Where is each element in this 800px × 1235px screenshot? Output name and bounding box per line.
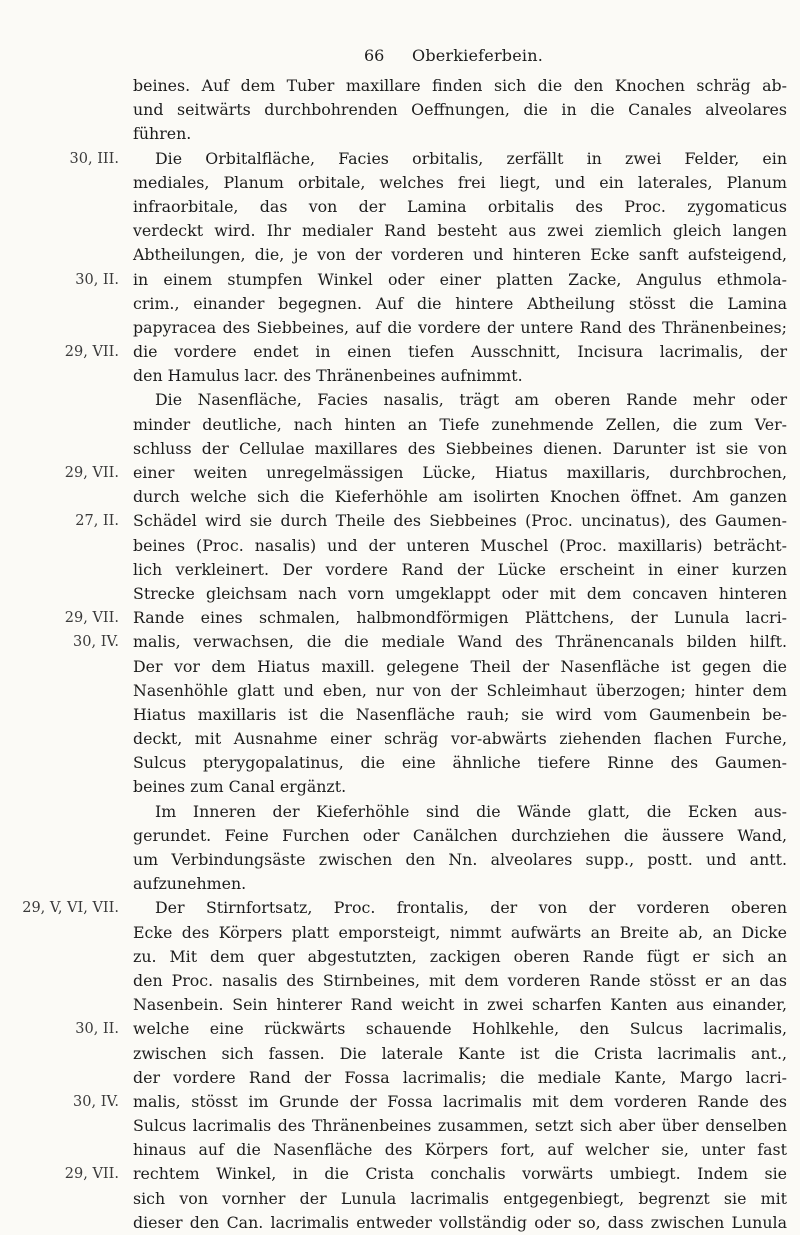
line-text: Rande eines schmalen, halbmondförmigen Plättchens, der Lunula lacri-: [133, 608, 787, 628]
line-text: um Verbindungsäste zwischen den Nn. alveolares supp., postt. und antt.: [133, 850, 787, 869]
text-line: [0, 872, 800, 896]
line-text: minder deutliche, nach hinten an Tiefe zunehmende Zellen, die zum Ver-: [133, 414, 787, 434]
line-text: crim., einander begegnen. Auf die hintere Abtheilung stösst die Lamina: [133, 293, 787, 313]
margin-reference: 27, II.: [75, 513, 119, 530]
text-line: [0, 437, 800, 461]
body-text: [0, 74, 800, 1235]
margin-reference: 30, IV.: [73, 634, 119, 651]
text-line: [0, 993, 800, 1017]
text-line: [0, 243, 800, 267]
page-number: 66: [364, 46, 385, 65]
line-text: deckt, mit Ausnahme einer schräg vor-abwärts ziehenden flachen Furche,: [133, 729, 787, 749]
line-text: Schädel wird sie durch Theile des Siebbeines (Proc. uncinatus), des Gaumen-: [133, 511, 787, 531]
margin-reference: 29, VII.: [64, 344, 119, 361]
line-text: Sulcus pterygopalatinus, die eine ähnliche tiefere Rinne des Gaumen-: [133, 753, 787, 773]
text-line: [0, 1187, 800, 1211]
line-text: Die Nasenfläche, Facies nasalis, trägt am oberen Rande mehr oder: [155, 390, 787, 410]
text-line: [0, 703, 800, 727]
text-line: [0, 122, 800, 146]
line-text: sich von vornher der Lunula lacrimalis entgegenbiegt, begrenzt sie mit: [133, 1188, 787, 1208]
text-line: [0, 98, 800, 122]
line-text: Der vor dem Hiatus maxill. gelegene Theil der Nasenfläche ist gegen die: [133, 656, 787, 676]
text-line: [0, 1017, 800, 1041]
line-text: Sulcus lacrimalis des Thränenbeines zusammen, setzt sich aber über denselben: [133, 1116, 787, 1136]
text-line: [0, 388, 800, 412]
line-text: zu. Mit dem quer abgestutzten, zackigen oberen Rande fügt er sich an: [133, 946, 787, 966]
line-text: malis, stösst im Grunde der Fossa lacrimalis mit dem vorderen Rande des: [133, 1091, 787, 1111]
margin-reference: 29, VII.: [64, 465, 119, 481]
text-line: [0, 727, 800, 751]
line-text: den Proc. nasalis des Stirnbeines, mit dem vorderen Rande stösst er an das: [133, 970, 787, 990]
line-text: malis, verwachsen, die die mediale Wand des Thränencanals bilden hilft.: [133, 632, 787, 652]
line-text: aufzunehmen.: [133, 874, 247, 894]
margin-reference: 29, V, VI, VII.: [22, 900, 119, 917]
text-line: [0, 945, 800, 969]
line-text: der vordere Rand der Fossa lacrimalis; die mediale Kante, Margo lacri-: [133, 1067, 787, 1087]
text-line: [0, 1162, 800, 1186]
line-text: Der Stirnfortsatz, Proc. frontalis, der von der vorderen oberen: [155, 898, 787, 918]
text-line: [0, 582, 800, 606]
text-line: [0, 1042, 800, 1066]
text-line: [0, 800, 800, 824]
line-text: die vordere endet in einen tiefen Ausschnitt, Incisura lacrimalis, der: [133, 342, 787, 362]
text-line: [0, 509, 800, 533]
page-header: [0, 46, 800, 70]
line-text: mediales, Planum orbitale, welches frei liegt, und ein laterales, Planum: [133, 172, 787, 192]
margin-reference: 30, II.: [75, 271, 119, 288]
line-text: welche eine rückwärts schauende Hohlkehle, den Sulcus lacrimalis,: [133, 1019, 787, 1039]
line-text: in einem stumpfen Winkel oder einer platten Zacke, Angulus ethmola-: [133, 269, 787, 289]
text-line: [0, 921, 800, 945]
line-text: Nasenhöhle glatt und eben, nur von der Schleimhaut überzogen; hinter dem: [133, 680, 787, 700]
text-line: [0, 268, 800, 292]
text-line: [0, 1114, 800, 1138]
line-text: lich verkleinert. Der vordere Rand der Lücke erscheint in einer kurzen: [133, 559, 787, 579]
line-text: beines. Auf dem Tuber maxillare finden sich die den Knochen schräg ab-: [133, 76, 787, 95]
line-text: hinaus auf die Nasenfläche des Körpers fort, auf welcher sie, unter fast: [133, 1140, 787, 1160]
line-text: Hiatus maxillaris ist die Nasenfläche rauh; sie wird vom Gaumenbein be-: [133, 704, 787, 724]
text-line: [0, 969, 800, 993]
line-text: Die Orbitalfläche, Facies orbitalis, zerfällt in zwei Felder, ein: [155, 148, 787, 168]
line-text: Im Inneren der Kieferhöhle sind die Wände glatt, die Ecken aus-: [155, 801, 787, 821]
margin-reference: 30, IV.: [73, 1093, 119, 1110]
line-text: und seitwärts durchbohrenden Oeffnungen, die in die Canales alveolares: [133, 100, 787, 120]
text-line: [0, 461, 800, 485]
text-line: [0, 1138, 800, 1162]
line-text: zwischen sich fassen. Die laterale Kante ist die Crista lacrimalis ant.,: [133, 1043, 787, 1063]
text-line: [0, 606, 800, 630]
line-text: Ecke des Körpers platt emporsteigt, nimmt aufwärts an Breite ab, an Dicke: [133, 922, 787, 942]
text-line: [0, 195, 800, 219]
line-text: den Hamulus lacr. des Thränenbeines aufnimmt.: [133, 366, 523, 386]
text-line: [0, 316, 800, 340]
text-line: [0, 485, 800, 509]
text-line: [0, 364, 800, 388]
line-text: infraorbitale, das von der Lamina orbitalis des Proc. zygomaticus: [133, 196, 787, 216]
text-line: [0, 630, 800, 654]
line-text: dieser den Can. lacrimalis entweder vollständig oder so, dass zwischen Lunula: [133, 1212, 787, 1232]
running-title: Oberkieferbein.: [412, 46, 544, 65]
line-text: durch welche sich die Kieferhöhle am isolirten Knochen öffnet. Am ganzen: [133, 487, 787, 507]
line-text: verdeckt wird. Ihr medialer Rand besteht aus zwei ziemlich gleich langen: [133, 221, 787, 241]
text-line: [0, 534, 800, 558]
text-line: [0, 1090, 800, 1114]
line-text: Abtheilungen, die, je von der vorderen und hinteren Ecke sanft aufsteigend,: [133, 245, 787, 265]
text-line: [0, 679, 800, 703]
line-text: führen.: [133, 124, 192, 144]
line-text: beines zum Canal ergänzt.: [133, 777, 347, 797]
line-text: beines (Proc. nasalis) und der unteren Muschel (Proc. maxillaris) beträcht-: [133, 535, 787, 555]
text-line: [0, 219, 800, 243]
line-text: einer weiten unregelmässigen Lücke, Hiatus maxillaris, durchbrochen,: [133, 463, 787, 482]
line-text: rechtem Winkel, in die Crista conchalis vorwärts umbiegt. Indem sie: [133, 1164, 787, 1184]
text-line: [0, 147, 800, 171]
margin-reference: 29, VII.: [64, 1166, 119, 1183]
margin-reference: 29, VII.: [64, 610, 119, 627]
text-line: [0, 558, 800, 582]
text-line: [0, 74, 800, 98]
margin-reference: 30, II.: [75, 1021, 119, 1038]
text-line: [0, 848, 800, 872]
text-line: [0, 1211, 800, 1235]
line-text: papyracea des Siebbeines, auf die vordere der untere Rand des Thränenbeines;: [133, 317, 787, 337]
line-text: gerundet. Feine Furchen oder Canälchen durchziehen die äussere Wand,: [133, 825, 787, 845]
margin-reference: 30, III.: [69, 150, 119, 167]
line-text: Strecke gleichsam nach vorn umgeklappt oder mit dem concaven hinteren: [133, 583, 787, 603]
text-line: [0, 292, 800, 316]
text-line: [0, 824, 800, 848]
text-line: [0, 171, 800, 195]
text-line: [0, 413, 800, 437]
line-text: schluss der Cellulae maxillares des Siebbeines dienen. Darunter ist sie von: [133, 438, 787, 458]
text-line: [0, 775, 800, 799]
text-line: [0, 751, 800, 775]
text-line: [0, 896, 800, 920]
text-line: [0, 655, 800, 679]
text-line: [0, 340, 800, 364]
line-text: Nasenbein. Sein hinterer Rand weicht in zwei scharfen Kanten aus einander,: [133, 995, 787, 1015]
text-line: [0, 1066, 800, 1090]
